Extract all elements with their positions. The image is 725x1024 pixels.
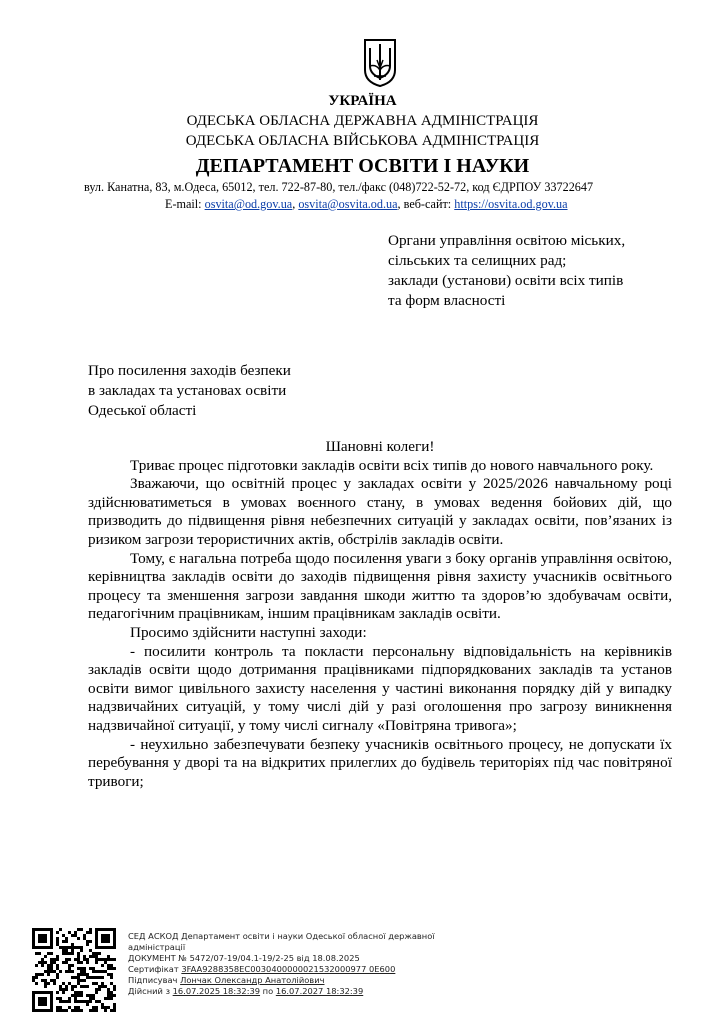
website-link[interactable]: https://osvita.od.gov.ua [454, 197, 568, 211]
subject-block [88, 361, 291, 421]
subject-line: Про посилення заходів безпеки [88, 362, 291, 379]
recipient-line: та форм власності [388, 292, 506, 309]
document-number: ДОКУМЕНТ № 5472/07-19/04.1-19/2-25 від 18.08.2025 [128, 953, 360, 963]
paragraph: Зважаючи, що освітній процес у закладах освіти у 2025/2026 навчальному році здійснюватиметься в умовах воєнного стану, в умовах ведення бойових дій, що призводить до підвищення рівня небезпечних ситуацій у закладах освіти, пов’язаних із ризиком загрози терористичних актів, обстрілів закладів освіти. [88, 475, 672, 548]
validity-label: Дійсний з [128, 986, 173, 996]
email-link-1[interactable]: osvita@od.gov.ua [204, 197, 293, 211]
qr-code-icon [32, 928, 116, 1012]
military-admin-title: ОДЕСЬКА ОБЛАСНА ВІЙСЬКОВА АДМІНІСТРАЦІЯ [185, 133, 540, 149]
signer-line [128, 975, 448, 986]
state-admin-title: ОДЕСЬКА ОБЛАСНА ДЕРЖАВНА АДМІНІСТРАЦІЯ [186, 113, 539, 129]
recipient-line: заклади (установи) освіти всіх типів [388, 272, 624, 289]
letter-body [88, 438, 672, 791]
signer-name: Лончак Олександр Анатолійович [180, 975, 325, 985]
paragraph: Тому, є нагальна потреба щодо посилення уваги з боку органів управління освітою, керівництва закладів освіти до заходів підвищення рівня захисту учасників освітнього процесу та зменшення загрози завдання шкоди життю та здоров’ю здобувачам освіти, педагогічним працівникам, іншим працівникам закладів освіти. [88, 549, 672, 623]
coat-of-arms-icon [362, 38, 398, 88]
email-link-2[interactable]: osvita@osvita.od.ua [298, 197, 398, 211]
contact-line [165, 197, 568, 212]
country-title: УКРАЇНА [328, 93, 397, 109]
validity-separator: по [260, 986, 276, 996]
certificate-id: 3FAA9288358EC0030400000021532000977 0E600 [181, 964, 396, 974]
certificate-line [128, 964, 448, 975]
footer-line: адміністрації [128, 942, 186, 952]
valid-from: 16.07.2025 18:32:39 [172, 986, 261, 996]
footer-line: СЕД АСКОД Департамент освіти і науки Одеської обласної державної [128, 931, 435, 941]
paragraph: Триває процес підготовки закладів освіти всіх типів до нового навчального року. [130, 456, 654, 474]
email-label: E-mail: [165, 197, 205, 211]
paragraph: - посилити контроль та покласти персональну відповідальність на керівників закладів освіти щодо дотримання працівниками підпорядкованих закладів та установ освіти вимог цивільного захисту населення у частині виконання порядку дій у випадку надзвичайних ситуацій, у тому числі дій у разі оголошення про загрозу виникнення надзвичайної ситуації, у тому числі сигналу «Повітряна тривога»; [88, 642, 672, 734]
certificate-label: Сертифікат [128, 964, 182, 974]
recipient-line: сільських та селищних рад; [388, 252, 567, 269]
subject-line: Одеської області [88, 402, 197, 419]
greeting: Шановні колеги! [325, 438, 435, 455]
site-label: , веб-сайт: [397, 197, 455, 211]
subject-line: в закладах та установах освіти [88, 382, 287, 399]
paragraph: - неухильно забезпечувати безпеку учасників освітнього процесу, не допускати їх перебування у дворі та на відкритих прилеглих до будівель територіях під час повітряної тривоги; [88, 735, 672, 790]
recipient-line: Органи управління освітою міських, [388, 232, 626, 249]
signer-label: Підписувач [128, 975, 181, 985]
paragraph: Просимо здійснити наступні заходи: [130, 623, 367, 641]
recipients-block [388, 231, 625, 311]
department-title: ДЕПАРТАМЕНТ ОСВІТИ І НАУКИ [195, 155, 530, 177]
address-line: вул. Канатна, 83, м.Одеса, 65012, тел. 722-87-80, тел./факс (048)722-52-72, код ЄДРПОУ 33722647 [84, 180, 594, 194]
separator: , [292, 197, 299, 211]
validity-line [128, 986, 448, 997]
valid-to: 16.07.2027 18:32:39 [275, 986, 364, 996]
signature-block [128, 931, 448, 997]
